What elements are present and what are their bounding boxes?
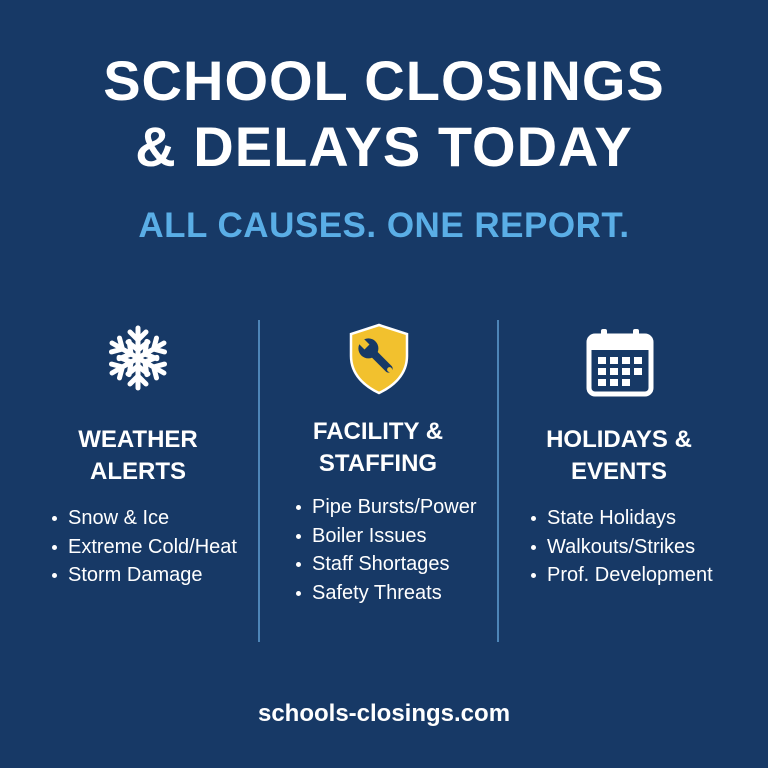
list-item: Safety Threats xyxy=(294,579,477,608)
list-item: Boiler Issues xyxy=(294,522,477,551)
list-holidays xyxy=(529,504,713,590)
snowflake-icon xyxy=(102,322,174,399)
column-divider-left xyxy=(258,320,260,642)
list-item: Snow & Ice xyxy=(50,504,237,533)
list-facility xyxy=(294,493,477,607)
list-item: Walkouts/Strikes xyxy=(529,533,713,562)
list-item: Storm Damage xyxy=(50,561,237,590)
list-weather xyxy=(50,504,237,590)
calendar-icon xyxy=(585,326,655,403)
list-item: Staff Shortages xyxy=(294,550,477,579)
list-item: State Holidays xyxy=(529,504,713,533)
title-line-2: & DELAYS TODAY xyxy=(135,115,633,178)
tagline: ALL CAUSES. ONE REPORT. xyxy=(138,206,630,245)
column-title-facility: FACILITY & STAFFING xyxy=(312,418,444,477)
footer-url[interactable]: schools-closings.com xyxy=(257,700,511,727)
list-item: Pipe Bursts/Power xyxy=(294,493,477,522)
column-title-weather: WEATHER ALERTS xyxy=(78,426,198,485)
list-item: Prof. Development xyxy=(529,561,713,590)
page-title xyxy=(0,48,768,180)
list-item: Extreme Cold/Heat xyxy=(50,533,237,562)
wrench-shield-icon xyxy=(346,322,412,401)
title-line-1: SCHOOL CLOSINGS xyxy=(103,49,665,112)
column-title-holidays: HOLIDAYS & EVENTS xyxy=(546,426,692,485)
